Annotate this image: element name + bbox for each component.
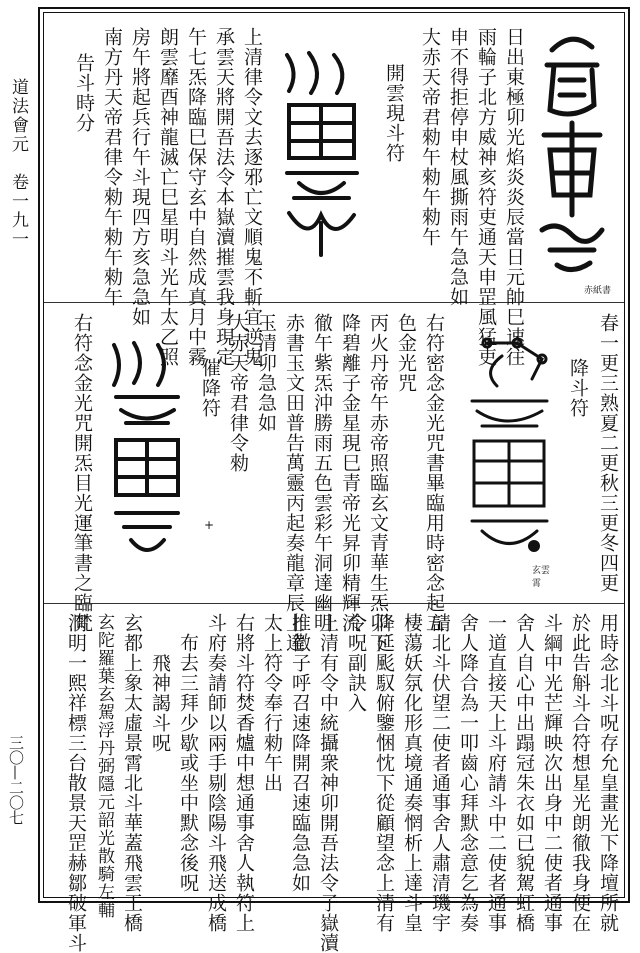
cross-mark-icon: + [204,518,215,532]
panel3-col-20: 洞明一熙祥標三台散景天罡赫鄒破軍斗 [65,613,87,953]
talisman-seal-3 [462,331,557,589]
panel3-col-4: 舍人自心中出蹋冠朱衣如已貌駕虹橋 [513,613,535,933]
panel1-left-col-1: 上清律令文去逐邪亡文順鬼不斬宜逆鬼 [241,27,263,367]
panel1-left-col-2: 承雲天將開吾法令本嶽瀆摧雲我身現定 [213,27,235,367]
panel2-col-1: 春一更三熟夏二更秋三更冬四更 [597,313,619,593]
panel3-col-11: 上清有令中統攝衆神卯開吾法令子嶽瀆 [317,613,339,953]
panel1-left-col-4: 朗雲靡酉神龍滅亡巳星明斗光午太乙照 [157,27,179,367]
panel2-left-col-9: 催降符 [199,358,221,418]
panel1-left-col-3: 午七炁降臨巳保守玄中自然成真月中霧 [185,27,207,367]
panel3-col-2: 於此告斛斗合符想星光朗徹我身便在 [569,613,591,933]
seal-1-note: 赤紙書 [584,286,612,296]
panel2-left-col-5: 徹午紫炁沖勝雨五色雲彩午洞達幽明 [311,313,333,633]
panel3-col-5: 一道直接天上斗府請斗中二使者通事 [485,613,507,933]
panel3-col-3: 斗綱中光芒輝映次出身中二使者通事 [541,613,563,933]
talisman-seal-4 [106,335,186,565]
panel1-left-col-5: 房午將起兵行午斗現四方亥急急如 [129,27,151,327]
panel3-col-19: 玄陀羅葉玄駕浮丹弼隱元韶光散騎左輔 [94,613,114,919]
panel3-col-6: 舍人降合為一叩齒心拜默念意乞為奏 [457,613,479,933]
panel3-col-18: 玄都上象太虛景霄北斗華蓋飛雲王橋 [121,613,143,933]
panel2-left-col-1: 右符密念金光咒書畢臨用時密念起五 [423,313,445,633]
panel3-col-16: 布去三拜少歇或坐中默念後呪 [177,633,199,893]
panel2-left-col-7: 玉清卯急急如 [255,313,277,433]
panel3-col-1: 用時念北斗呪存允皇畫光下降壇所就 [597,613,619,933]
panel2-left-col-6: 赤書玉文田普告萬靈丙起奏龍章辰上達 [283,313,305,653]
panel1-col-2: 雨輪子北方威神亥符吏通天申罡風猛吏 [475,27,497,367]
panel3-col-10: 令呪副訣入 [345,613,367,713]
talisman-seal-2 [279,43,364,258]
panel3-col-15: 斗府奏請師以兩手剔陰陽斗飛送成橋 [205,613,227,933]
panel2-left-col-8: 大赤天帝君律令勑 [227,313,249,473]
panel1-col-1: 日出東極卯光焰炎炎辰當日元帥巳速往 [503,27,525,367]
margin-page-number: 三〇—二〇七 [7,735,25,825]
panel2-col-2: 降斗符 [567,358,589,418]
panel1-left-col-7: 告斗時分 [73,53,95,133]
panel1-col-4: 大赤天帝君勑午勑午勑午 [419,27,441,247]
panel3-col-7: 請北斗伏望二使者通事舍人肅清璣宇 [429,613,451,933]
talisman-seal-1 [532,25,612,296]
panel-divider-bottom [44,603,624,604]
panel2-left-col-10: 右符念金光咒開炁目光運筆書之臨梵 [71,313,93,633]
panel2-left-col-4: 降碧離子金星現巳青帝光昇卯精輝流 [339,313,361,633]
seal-3-note: 玄雲霄 [532,566,551,589]
page-frame [38,7,630,953]
panel3-col-17: 飛神謁斗呪 [149,653,171,753]
panel2-left-col-3: 丙火丹帝午赤帝照臨玄文青華生炁卯下 [367,313,389,653]
panel1-left-col-6: 南方丹天帝君律令勑午勑午勑午 [101,27,123,307]
panel3-col-9: 降延颩馭俯鑒悃忱下從顧望念上清有 [373,613,395,933]
panel3-col-14: 右將斗符焚香爐中想通事舍人執符上 [233,613,255,933]
panel3-col-12: 推徵子呼召速降開召速臨急急如 [289,613,311,893]
panel1-col-3: 申不得拒停申杖風撕雨午急急如 [447,27,469,307]
panel1-col-5: 開雲現斗符 [383,63,405,163]
panel3-col-8: 棲蕩妖氛化形真境通奏惘析上達斗皇 [401,613,423,933]
margin-book-title: 道法會元 卷一九一 [8,78,28,249]
panel3-col-13: 太上符令奉行勑午出 [261,613,283,793]
page-inner-frame [43,12,625,953]
panel2-left-col-2: 色金光咒 [395,313,417,393]
